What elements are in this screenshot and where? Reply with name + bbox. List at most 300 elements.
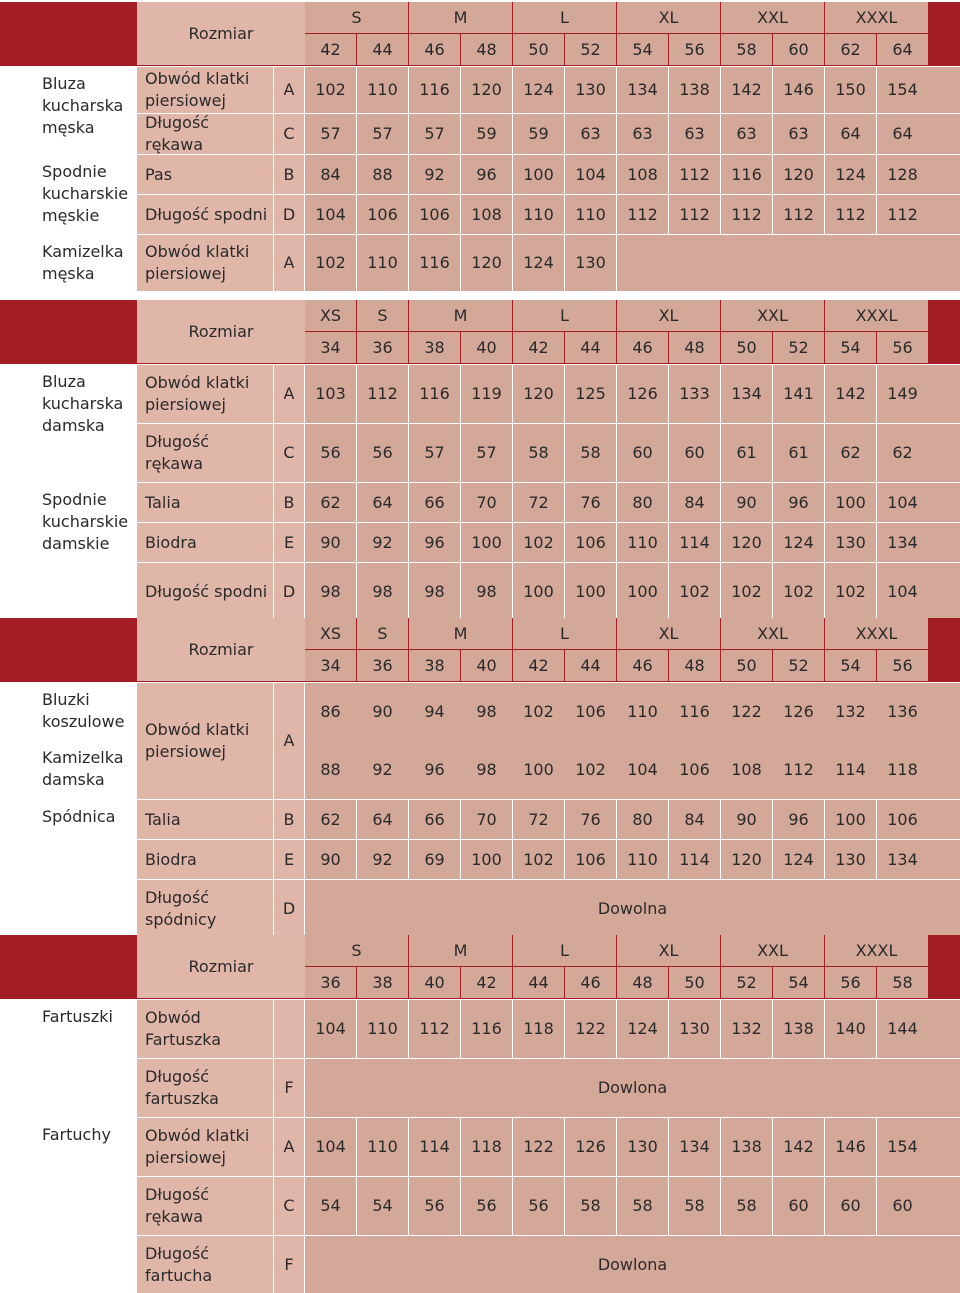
size-number-text: 38 [424,337,445,357]
measure-value [617,741,668,799]
size-number [617,967,668,998]
size-letter [305,300,356,331]
measure-label [137,683,273,799]
measure-value-text: 130 [627,1137,658,1156]
measure-code [274,1236,304,1293]
measure-label [137,235,273,291]
measure-value [409,840,460,879]
measure-value-text: 96 [476,164,497,184]
size-number-text: 42 [320,39,341,59]
measure-value-text: 150 [835,80,866,99]
measure-value [409,683,460,741]
size-number [357,967,408,998]
product-name-text: Spódnica [42,807,116,826]
measure-value-text: 69 [424,849,445,869]
size-number-text: 50 [684,972,705,992]
size-number-text: 44 [372,39,393,59]
measure-value-text: 142 [731,80,762,99]
size-number [877,332,928,363]
size-number-text: 44 [580,337,601,357]
measure-value [513,1000,564,1058]
measure-value-text: 141 [783,384,814,403]
measure-value-text: 116 [731,164,762,184]
measure-value [877,365,928,423]
row-right-edge [928,1000,960,1058]
measure-value [357,683,408,741]
measure-value-text: 112 [731,204,762,224]
size-number-text: 58 [736,39,757,59]
measure-code-text: C [283,1196,295,1215]
measure-label-text: Obwód klatki piersiowej [145,1126,250,1167]
measure-value [409,483,460,522]
measure-code-text: B [283,809,295,829]
measure-value-text: 100 [627,582,658,601]
measure-value-text: 57 [424,124,445,143]
measure-label [137,365,273,423]
product-name-text: Spodnie kucharskie damskie [42,490,129,553]
measure-value-text: 57 [320,124,341,143]
size-letter-text: XS [319,305,342,325]
measure-value-text: 98 [476,760,497,779]
measure-value-text: 63 [788,124,809,143]
measure-value [617,523,668,562]
measure-value-text: 124 [783,532,814,552]
measure-value-text: 96 [788,492,809,512]
measure-value [721,155,772,194]
rozmiar-text: Rozmiar [188,639,254,659]
measure-value-text: 60 [684,443,705,462]
measure-value [825,483,876,522]
measure-value-text: 154 [887,1137,918,1156]
measure-value [773,195,824,234]
measure-value [877,840,928,879]
size-letter [305,935,408,966]
measure-value [825,523,876,562]
measure-value-text: 142 [783,1137,814,1156]
size-number [825,332,876,363]
measure-value-free-text: Dowolna [597,899,668,918]
measure-value [305,1177,356,1235]
measure-value [721,114,772,154]
measure-value [305,365,356,423]
measure-value [409,741,460,799]
measure-code [274,1118,304,1176]
measure-value-text: 102 [315,253,346,272]
size-number [357,650,408,681]
row-right-edge [928,424,960,482]
size-number-text: 44 [528,972,549,992]
measure-value [773,523,824,562]
measure-label-text: Talia [145,809,181,829]
size-letter-text: XXL [757,305,788,325]
measure-value-text: 146 [835,1137,866,1156]
measure-value-text: 120 [471,253,502,272]
measure-value [357,483,408,522]
measure-value [669,683,720,741]
size-number-text: 48 [684,655,705,675]
size-number-text: 34 [320,655,341,675]
measure-code [274,155,304,194]
measure-value [773,1000,824,1058]
measure-value-text: 102 [679,582,710,601]
measure-value [617,1000,668,1058]
measure-value-text: 88 [372,164,393,184]
measure-value [773,424,824,482]
measure-value-text: 61 [788,443,809,462]
measure-value [721,365,772,423]
size-number [721,332,772,363]
measure-value [669,155,720,194]
measure-value-text: 72 [528,492,549,512]
measure-value [877,67,928,113]
size-number-text: 40 [476,655,497,675]
measure-value [461,563,512,621]
measure-value [565,523,616,562]
size-number [409,650,460,681]
measure-value-free-text: Dowlona [597,1255,668,1274]
size-number-text: 50 [736,337,757,357]
measure-value [461,235,512,291]
measure-value [877,523,928,562]
measure-value-free-text: Dowlona [597,1078,668,1097]
measure-value [305,155,356,194]
measure-value [461,195,512,234]
measure-value-text: 104 [315,204,346,224]
measure-value [409,235,460,291]
measure-label [137,1118,273,1176]
size-number [357,34,408,65]
measure-value-text: 64 [372,809,393,829]
measure-value [877,741,928,799]
measure-value [565,483,616,522]
measure-value-text: 130 [835,532,866,552]
measure-value-text: 104 [627,760,658,779]
product-name-text: Spodnie kucharskie męskie [42,162,129,225]
measure-value [565,195,616,234]
size-number [305,332,356,363]
measure-value [409,195,460,234]
measure-value [877,483,928,522]
measure-value [513,114,564,154]
measure-label [137,800,273,839]
size-letter [721,2,824,33]
measure-value [669,1177,720,1235]
measure-value [773,155,824,194]
measure-value [617,155,668,194]
measure-value-free [305,880,960,938]
size-number [513,650,564,681]
size-number-text: 36 [372,337,393,357]
measure-value [513,1177,564,1235]
measure-value-text: 138 [783,1019,814,1038]
measure-value [409,563,460,621]
product-name-text: Fartuszki [42,1007,113,1026]
size-letter-text: M [453,940,468,960]
measure-value [357,365,408,423]
measure-label-text: Długość spodni [145,204,268,224]
measure-code [274,683,304,799]
measure-value [305,1118,356,1176]
size-letter-text: XXXL [855,7,898,27]
size-letter-text: XXL [757,7,788,27]
measure-value-text: 58 [528,443,549,462]
measure-code-text: B [283,492,295,512]
measure-value-text: 120 [523,384,554,403]
measure-code-text: D [282,899,296,918]
size-number-text: 52 [788,655,809,675]
measure-value-text: 114 [679,849,710,869]
measure-value-text: 100 [471,532,502,552]
measure-value [461,800,512,839]
measure-value [565,235,616,291]
measure-value-text: 124 [523,253,554,272]
measure-value-text: 110 [367,1137,398,1156]
size-letter [513,618,616,649]
size-number-text: 52 [736,972,757,992]
measure-value-text: 60 [892,1196,913,1215]
size-letter-text: XS [319,623,342,643]
measure-value-text: 130 [835,849,866,869]
measure-code-text: C [283,443,295,462]
size-letter-text: XXXL [855,940,898,960]
size-number-text: 44 [580,655,601,675]
measure-value-text: 134 [887,532,918,552]
measure-value-text: 120 [731,532,762,552]
measure-label [137,155,273,194]
measure-value [877,155,928,194]
measure-value-text: 104 [887,492,918,512]
measure-value-text: 124 [783,849,814,869]
measure-value-text: 90 [372,702,393,721]
size-number [461,650,512,681]
measure-value [513,1118,564,1176]
measure-value [669,1000,720,1058]
size-number [461,332,512,363]
measure-value [461,523,512,562]
size-number-text: 58 [892,972,913,992]
measure-value-text: 122 [575,1019,606,1038]
size-number-text: 52 [788,337,809,357]
measure-value-text: 108 [471,204,502,224]
size-letter [409,618,512,649]
measure-label [137,1000,273,1058]
size-number [773,650,824,681]
measure-value-text: 70 [476,492,497,512]
product-name [0,683,137,799]
measure-value-text: 104 [887,582,918,601]
measure-value-text: 104 [315,1137,346,1156]
row-right-edge [928,195,960,234]
measure-value-text: 112 [679,204,710,224]
measure-value-text: 63 [632,124,653,143]
measure-value [721,800,772,839]
measure-value [513,195,564,234]
measure-value [357,155,408,194]
size-number-text: 36 [372,655,393,675]
measure-value [825,424,876,482]
measure-value-text: 58 [580,1196,601,1215]
size-number [669,34,720,65]
measure-value [357,235,408,291]
measure-value [305,563,356,621]
measure-value [305,483,356,522]
measure-value-text: 94 [424,702,445,721]
measure-value [669,365,720,423]
measure-value [461,683,512,741]
size-letter [825,618,928,649]
size-number [617,332,668,363]
size-letter [617,935,720,966]
size-letter [825,300,928,331]
product-name-text: Kamizelka damska [42,748,124,789]
measure-value [721,67,772,113]
measure-value [877,1000,928,1058]
measure-value-text: 119 [471,384,502,403]
measure-value-text: 100 [471,849,502,869]
size-number [669,650,720,681]
measure-label-text: Obwód klatki piersiowej [145,69,250,110]
measure-value-text: 60 [632,443,653,462]
measure-value-text: 90 [320,849,341,869]
measure-value [357,563,408,621]
size-letter [721,618,824,649]
measure-value-text: 114 [419,1137,450,1156]
measure-value-text: 92 [424,164,445,184]
measure-value [773,67,824,113]
measure-value [461,365,512,423]
measure-value [305,523,356,562]
measure-value [825,840,876,879]
measure-value-text: 58 [736,1196,757,1215]
measure-value-text: 112 [679,164,710,184]
measure-value [721,195,772,234]
measure-value [461,741,512,799]
size-letter [617,300,720,331]
size-letter-text: L [560,305,569,325]
row-right-edge [928,365,960,423]
measure-value [617,563,668,621]
measure-value-text: 54 [372,1196,393,1215]
size-number-text: 48 [632,972,653,992]
size-number [617,34,668,65]
measure-value [409,1118,460,1176]
measure-value [773,563,824,621]
product-name [0,155,137,234]
measure-value [461,424,512,482]
measure-value [669,523,720,562]
measure-value [565,563,616,621]
product-name [0,235,137,291]
size-letter-text: S [377,305,388,325]
measure-value-text: 124 [835,164,866,184]
measure-value [773,840,824,879]
measure-code-text: B [283,164,295,184]
size-letter-text: S [377,623,388,643]
measure-value-text: 106 [367,204,398,224]
size-number-text: 42 [528,655,549,675]
measure-label-text: Obwód klatki piersiowej [145,720,250,761]
product-name [0,1000,137,1117]
size-number-text: 42 [476,972,497,992]
size-number-text: 46 [632,655,653,675]
size-number-text: 54 [788,972,809,992]
size-number [409,332,460,363]
size-letter [305,2,408,33]
measure-label-text: Długość rękawa [145,1185,210,1226]
size-number-text: 50 [736,655,757,675]
size-number [513,34,564,65]
size-number-text: 50 [528,39,549,59]
measure-value [825,1118,876,1176]
measure-value [669,483,720,522]
measure-value-text: 102 [523,702,554,721]
size-letter-text: XL [658,305,679,325]
measure-value-text: 54 [320,1196,341,1215]
measure-value [565,1000,616,1058]
measure-value [305,67,356,113]
measure-value-text: 102 [575,760,606,779]
measure-value-text: 124 [523,80,554,99]
measure-value-text: 62 [320,492,341,512]
measure-value [669,741,720,799]
measure-value-text: 60 [788,1196,809,1215]
measure-value [773,683,824,741]
measure-label-text: Długość fartucha [145,1244,213,1285]
measure-value [565,840,616,879]
measure-value-text: 59 [476,124,497,143]
measure-value [669,1118,720,1176]
measure-value [825,155,876,194]
size-number-text: 54 [840,337,861,357]
measure-label [137,114,273,154]
rozmiar-label [137,2,305,65]
rozmiar-label [137,618,305,681]
row-right-edge [928,563,960,621]
measure-code-text: E [283,849,295,869]
measure-code [274,1177,304,1235]
measure-value-text: 70 [476,809,497,829]
size-number [305,650,356,681]
measure-value-text: 120 [783,164,814,184]
measure-value [825,1000,876,1058]
size-number-text: 60 [788,39,809,59]
measure-value-text: 80 [632,492,653,512]
measure-value [773,483,824,522]
measure-label-text: Talia [145,492,181,512]
measure-value-text: 102 [731,582,762,601]
measure-code-text: F [284,1078,294,1097]
measure-value-text: 110 [367,253,398,272]
measure-value [877,1177,928,1235]
measure-value [721,563,772,621]
rozmiar-text: Rozmiar [188,956,254,976]
measure-value [617,67,668,113]
measure-value-text: 96 [788,809,809,829]
measure-value-text: 106 [575,849,606,869]
measure-value-text: 140 [835,1019,866,1038]
size-number [721,34,772,65]
product-name [0,365,137,482]
measure-value [409,155,460,194]
measure-value-text: 56 [476,1196,497,1215]
size-number [513,967,564,998]
measure-value-text: 118 [887,760,918,779]
measure-code-text: A [283,253,295,272]
measure-value [565,1177,616,1235]
measure-value-text: 126 [575,1137,606,1156]
rozmiar-text: Rozmiar [188,23,254,43]
size-number-text: 52 [580,39,601,59]
